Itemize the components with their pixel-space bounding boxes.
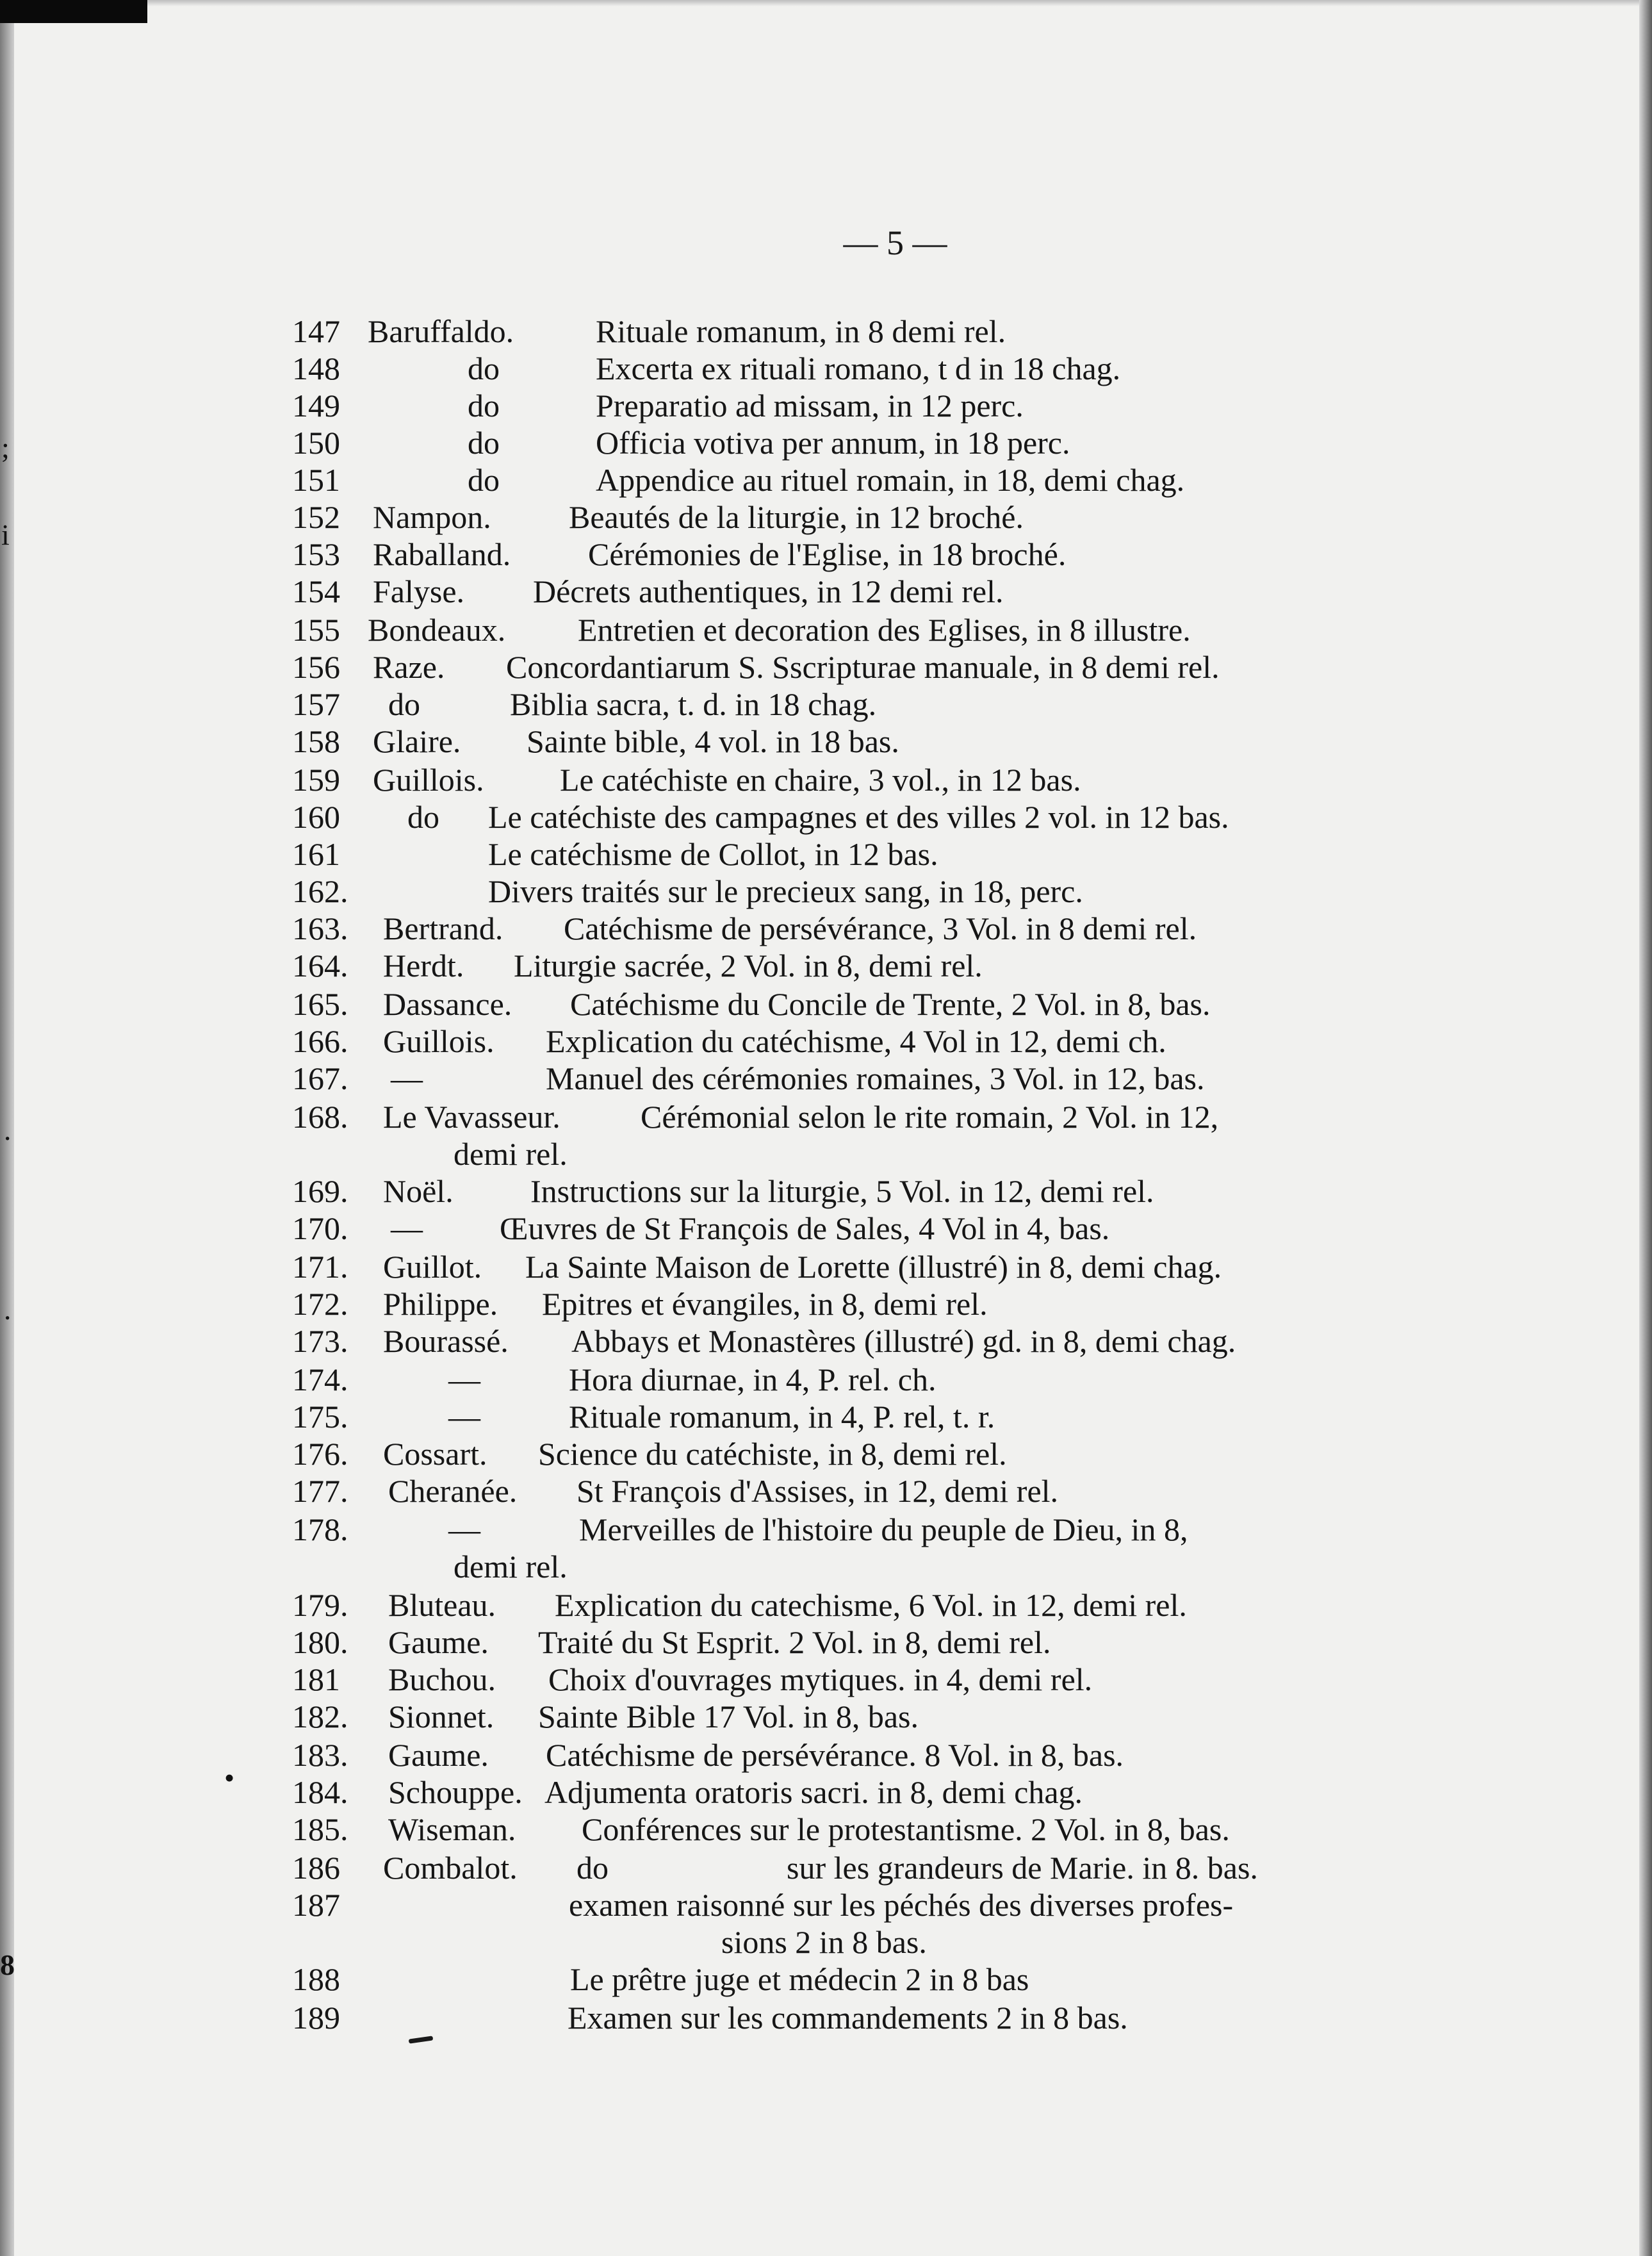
entry-number: 155 <box>292 612 340 648</box>
entry-title: St François d'Assises, in 12, demi rel. <box>577 1473 1059 1509</box>
entry-number: 167. <box>292 1060 348 1096</box>
entry-author: Noël. <box>383 1173 454 1209</box>
entry-author: Cossart. <box>383 1436 487 1472</box>
entry-number: 186 <box>292 1850 340 1886</box>
entry-number: 169. <box>292 1173 348 1209</box>
entry-title: Excerta ex rituali romano, t d in 18 chag. <box>596 350 1121 386</box>
entry-author: Philippe. <box>383 1286 498 1322</box>
entry-number: 187 <box>292 1887 340 1923</box>
entry-title: Le catéchiste en chaire, 3 vol., in 12 bas. <box>560 762 1081 798</box>
entry-number: 176. <box>292 1436 348 1472</box>
entry-author: Combalot. <box>383 1850 518 1886</box>
entry-author: Gaume. <box>388 1624 489 1660</box>
entry-number: 147 <box>292 313 340 349</box>
entry-number: 168. <box>292 1099 348 1135</box>
entry-author: Bluteau. <box>388 1587 496 1623</box>
entry-author: Baruffaldo. <box>368 313 514 349</box>
entry-title: Catéchisme de persévérance. 8 Vol. in 8, bas. <box>546 1737 1124 1773</box>
entry-author: do <box>468 350 500 386</box>
entry-number: 150 <box>292 425 340 461</box>
entry-author: — <box>448 1511 480 1547</box>
entry-number: 149 <box>292 388 340 424</box>
page-right-edge <box>1639 0 1652 2256</box>
entry-author: Bondeaux. <box>368 612 506 648</box>
entry-title: Catéchisme du Concile de Trente, 2 Vol. in 8, bas. <box>570 986 1211 1022</box>
entry-author: Gaume. <box>388 1737 489 1773</box>
entry-author: Raze. <box>373 649 445 685</box>
entry-author: — <box>391 1060 423 1096</box>
entry-number: 182. <box>292 1699 348 1734</box>
entry-author: Le Vavasseur. <box>383 1099 560 1135</box>
margin-mark: • <box>224 1761 235 1794</box>
entry-number: 156 <box>292 649 340 685</box>
entry-author: Buchou. <box>388 1661 496 1697</box>
entry-title: Beautés de la liturgie, in 12 broché. <box>569 499 1024 535</box>
entry-title: do <box>577 1850 609 1886</box>
entry-author: Glaire. <box>373 723 461 759</box>
margin-mark: ; <box>1 431 10 464</box>
entry-author: Sionnet. <box>388 1699 495 1734</box>
entry-number: 164. <box>292 948 348 984</box>
entry-title: Hora diurnae, in 4, P. rel. ch. <box>569 1362 936 1397</box>
entry-title: Adjumenta oratoris sacri. in 8, demi chag. <box>544 1774 1083 1810</box>
margin-mark: 8 <box>0 1948 15 1981</box>
entry-number: 181 <box>292 1661 340 1697</box>
entry-number: 158 <box>292 723 340 759</box>
entry-title: examen raisonné sur les péchés des diverses profes- <box>569 1887 1234 1923</box>
entry-title: Sainte Bible 17 Vol. in 8, bas. <box>538 1699 919 1734</box>
ink-mark <box>409 2036 434 2043</box>
entry-title: Manuel des cérémonies romaines, 3 Vol. in 12, bas. <box>546 1060 1205 1096</box>
entry-number: 172. <box>292 1286 348 1322</box>
entry-number: 151 <box>292 462 340 498</box>
entry-number: 171. <box>292 1249 348 1285</box>
entry-title: Concordantiarum S. Sscripturae manuale, in 8 demi rel. <box>506 649 1220 685</box>
entry-number: 170. <box>292 1210 348 1246</box>
entry-title: Traité du St Esprit. 2 Vol. in 8, demi rel. <box>538 1624 1051 1660</box>
entry-number: 180. <box>292 1624 348 1660</box>
entry-number: 175. <box>292 1399 348 1435</box>
entry-number: 185. <box>292 1811 348 1847</box>
entry-author: Bourassé. <box>383 1323 509 1359</box>
entry-number: 183. <box>292 1737 348 1773</box>
entry-title-part: sur les grandeurs de Marie. in 8. bas. <box>787 1850 1258 1886</box>
entry-number: 154 <box>292 573 340 609</box>
entry-author: Guillois. <box>373 762 484 798</box>
entry-title: Preparatio ad missam, in 12 perc. <box>596 388 1024 424</box>
entry-author: Dassance. <box>383 986 512 1022</box>
entry-title: Rituale romanum, in 8 demi rel. <box>596 313 1006 349</box>
entry-title: Entretien et decoration des Eglises, in 8 illustre. <box>578 612 1191 648</box>
entry-title: Divers traités sur le precieux sang, in 18, perc. <box>488 873 1083 909</box>
entry-title: Catéchisme de persévérance, 3 Vol. in 8 demi rel. <box>564 910 1197 946</box>
entry-author: Herdt. <box>383 948 464 984</box>
entry-author: — <box>448 1362 480 1397</box>
entry-number: 188 <box>292 1961 340 1997</box>
entry-number: 178. <box>292 1511 348 1547</box>
margin-mark: · <box>3 1122 13 1155</box>
entry-author: Cheranée. <box>388 1473 518 1509</box>
entry-author: Raballand. <box>373 536 511 572</box>
entry-title: Explication du catechisme, 6 Vol. in 12, demi rel. <box>555 1587 1187 1623</box>
entry-author: Bertrand. <box>383 910 503 946</box>
entry-number: 160 <box>292 799 340 835</box>
entry-author: do <box>468 462 500 498</box>
margin-mark: · <box>3 1301 13 1334</box>
scan-corner <box>0 0 147 23</box>
page-top-shadow <box>14 0 1639 6</box>
entry-title: Explication du catéchisme, 4 Vol in 12, demi ch. <box>546 1023 1166 1059</box>
entry-title: La Sainte Maison de Lorette (illustré) in 8, demi chag. <box>525 1249 1222 1285</box>
entry-title: Merveilles de l'histoire du peuple de Dieu, in 8, <box>579 1511 1188 1547</box>
entry-continuation: sions 2 in 8 bas. <box>721 1924 927 1960</box>
entry-title: Appendice au rituel romain, in 18, demi chag. <box>596 462 1185 498</box>
entry-title: Epitres et évangiles, in 8, demi rel. <box>542 1286 988 1322</box>
entry-author: do <box>468 425 500 461</box>
entry-number: 165. <box>292 986 348 1022</box>
entry-number: 163. <box>292 910 348 946</box>
entry-title: Choix d'ouvrages mytiques. in 4, demi rel. <box>548 1661 1093 1697</box>
entry-number: 162. <box>292 873 348 909</box>
entry-title: Science du catéchiste, in 8, demi rel. <box>538 1436 1007 1472</box>
entry-author: Guillois. <box>383 1023 495 1059</box>
entry-number: 148 <box>292 350 340 386</box>
entry-author: Wiseman. <box>388 1811 516 1847</box>
entry-title: Le catéchisme de Collot, in 12 bas. <box>488 836 938 872</box>
entry-title: Sainte bible, 4 vol. in 18 bas. <box>527 723 899 759</box>
entry-author: do <box>388 686 420 722</box>
entry-title: Décrets authentiques, in 12 demi rel. <box>533 573 1004 609</box>
entry-title: Examen sur les commandements 2 in 8 bas. <box>568 2000 1128 2036</box>
entry-number: 174. <box>292 1362 348 1397</box>
entry-author: Falyse. <box>373 573 465 609</box>
entry-continuation: demi rel. <box>454 1549 568 1585</box>
entry-author: — <box>391 1210 423 1246</box>
entry-number: 166. <box>292 1023 348 1059</box>
entry-number: 159 <box>292 762 340 798</box>
entry-author: do <box>468 388 500 424</box>
entry-continuation: demi rel. <box>454 1136 568 1172</box>
margin-mark: i <box>1 518 10 551</box>
entry-author: Nampon. <box>373 499 491 535</box>
entry-number: 189 <box>292 2000 340 2036</box>
entry-title: Cérémonies de l'Eglise, in 18 broché. <box>588 536 1067 572</box>
entry-title: Cérémonial selon le rite romain, 2 Vol. in 12, <box>641 1099 1219 1135</box>
entry-author: do <box>407 799 439 835</box>
entry-title: Le prêtre juge et médecin 2 in 8 bas <box>570 1961 1029 1997</box>
entry-number: 179. <box>292 1587 348 1623</box>
entry-number: 157 <box>292 686 340 722</box>
entry-title: Officia votiva per annum, in 18 perc. <box>596 425 1070 461</box>
entry-number: 184. <box>292 1774 348 1810</box>
entry-number: 153 <box>292 536 340 572</box>
entry-title: Abbays et Monastères (illustré) gd. in 8, demi chag. <box>571 1323 1236 1359</box>
entry-title: Biblia sacra, t. d. in 18 chag. <box>510 686 877 722</box>
entry-title: Instructions sur la liturgie, 5 Vol. in 12, demi rel. <box>530 1173 1154 1209</box>
entry-title: Œuvres de St François de Sales, 4 Vol in 4, bas. <box>500 1210 1110 1246</box>
entry-title: Conférences sur le protestantisme. 2 Vol. in 8, bas. <box>582 1811 1230 1847</box>
entry-title: Rituale romanum, in 4, P. rel, t. r. <box>569 1399 995 1435</box>
entry-author: Schouppe. <box>388 1774 523 1810</box>
entry-number: 161 <box>292 836 340 872</box>
entry-author: — <box>448 1399 480 1435</box>
page-number: — 5 — <box>843 224 947 262</box>
entry-number: 177. <box>292 1473 348 1509</box>
entry-number: 152 <box>292 499 340 535</box>
entry-title: Le catéchiste des campagnes et des villes 2 vol. in 12 bas. <box>488 799 1229 835</box>
entry-number: 173. <box>292 1323 348 1359</box>
entry-title: Liturgie sacrée, 2 Vol. in 8, demi rel. <box>514 948 983 984</box>
entry-author: Guillot. <box>383 1249 482 1285</box>
